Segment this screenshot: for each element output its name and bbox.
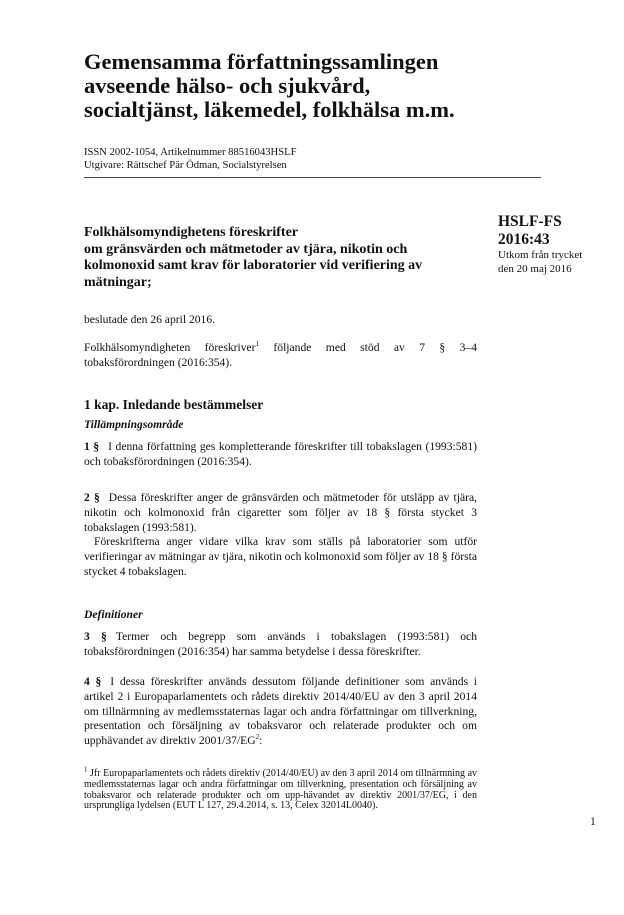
regulation-title-line: kolmonoxid samt krav för laboratorier vid verifiering av — [84, 258, 423, 273]
published-note-line: Utkom från trycket — [498, 249, 583, 261]
chapter-heading: 1 kap. Inledande bestämmelser — [84, 397, 264, 412]
section-symbol: 4 § — [84, 675, 102, 688]
intro-text-cont: följande med stöd av 7 § 3–4 tobaksförordningen (2016:354). — [84, 341, 477, 369]
footnote-text: Jfr Europaparlamentets och rådets direktiv (2014/40/EU) av den 3 april 2014 om tillnärmning av medlemsstaternas lagar och andra författningar om tillverkning, presentation och försäljning av tobaksvaror och relaterade produkter och om upp-hävandet av direktiv 2001/37/EG, i den ursprungliga lydelsen (EUT L 127, 29.4.2014, s. 13, Celex 32014L0040). — [84, 768, 478, 812]
subheading-definitions: Definitioner — [84, 608, 143, 621]
footnote-number: 1 — [84, 765, 88, 774]
publisher-line: Utgivare: Rättschef Pär Ödman, Socialstyrelsen — [84, 159, 287, 171]
section-symbol: 2 § — [84, 491, 100, 504]
issn-line: ISSN 2002-1054, Artikelnummer 88516043HSLF — [84, 147, 297, 158]
issue-sidebar — [498, 213, 608, 276]
collection-title — [84, 50, 564, 122]
decision-date-text: beslutade den 26 april 2016. — [84, 313, 216, 326]
section-2 — [84, 491, 477, 580]
collection-title-line: Gemensamma författningssamlingen — [84, 49, 439, 74]
published-date-line: den 20 maj 2016 — [498, 263, 572, 275]
section-3 — [84, 630, 477, 660]
regulation-title-line: Folkhälsomyndighetens föreskrifter — [84, 225, 299, 240]
series-code: HSLF-FS — [498, 213, 562, 230]
section-4 — [84, 675, 477, 749]
page-number: 1 — [590, 815, 596, 828]
section-text: I denna författning ges kompletterande föreskrifter till tobakslagen (1993:581) och tobaksförordningen (2016:354). — [84, 440, 477, 468]
issue-number: 2016:43 — [498, 230, 550, 248]
section-symbol: 1 § — [84, 440, 100, 453]
section-text: Dessa föreskrifter anger de gränsvärden och mätmetoder för utsläpp av tjära, nikotin och kolmonoxid från cigaretter som följer av 18 § första stycket 3 tobakslagen (1993:581). — [84, 491, 477, 534]
intro-text: Folkhälsomyndigheten föreskriver — [84, 341, 256, 354]
collection-title-line: avseende hälso- och sjukvård, — [84, 73, 371, 98]
intro-paragraph — [84, 341, 477, 371]
decision-date — [84, 313, 477, 328]
footnote-ref[interactable]: 1 — [255, 340, 260, 349]
header-divider — [84, 177, 541, 178]
publication-meta — [84, 147, 296, 172]
section-text: Termer och begrepp som används i tobakslagen (1993:581) och tobaksförordningen (2016:354) har samma betydelse i dessa föreskrifter. — [84, 630, 478, 658]
regulation-title-line: om gränsvärden och mätmetoder av tjära, nikotin och — [84, 241, 408, 257]
subheading-scope: Tillämpningsområde — [84, 418, 184, 431]
section-1 — [84, 440, 477, 470]
section-text-tail: : — [259, 734, 263, 748]
section-text-continuation: Föreskrifterna anger vidare vilka krav som ställs på laboratorier som utför verifieringar av mätningar av tjära, nikotin och kolmonoxid som följer av 18 § första stycket 4 tobakslagen. — [84, 535, 477, 578]
footnote-ref[interactable]: 2 — [255, 733, 260, 742]
regulation-title-line: mätningar; — [84, 274, 152, 290]
footnote — [84, 765, 478, 812]
collection-title-line: socialtjänst, läkemedel, folkhälsa m.m. — [84, 97, 455, 122]
section-text: I dessa föreskrifter används dessutom följande definitioner som används i artikel 2 i Europaparlamentets och rådets direktiv 2014/40/EU av den 3 april 2014 om tillnärmning av medlemsstaternas lagar och andra författningar om tillverkning, presentation och försäljning av tobaksvaror och relaterade produkter och om upphävandet av direktiv 2001/37/EG — [84, 675, 477, 748]
regulation-title — [84, 225, 484, 291]
section-symbol: 3 § — [84, 630, 107, 643]
